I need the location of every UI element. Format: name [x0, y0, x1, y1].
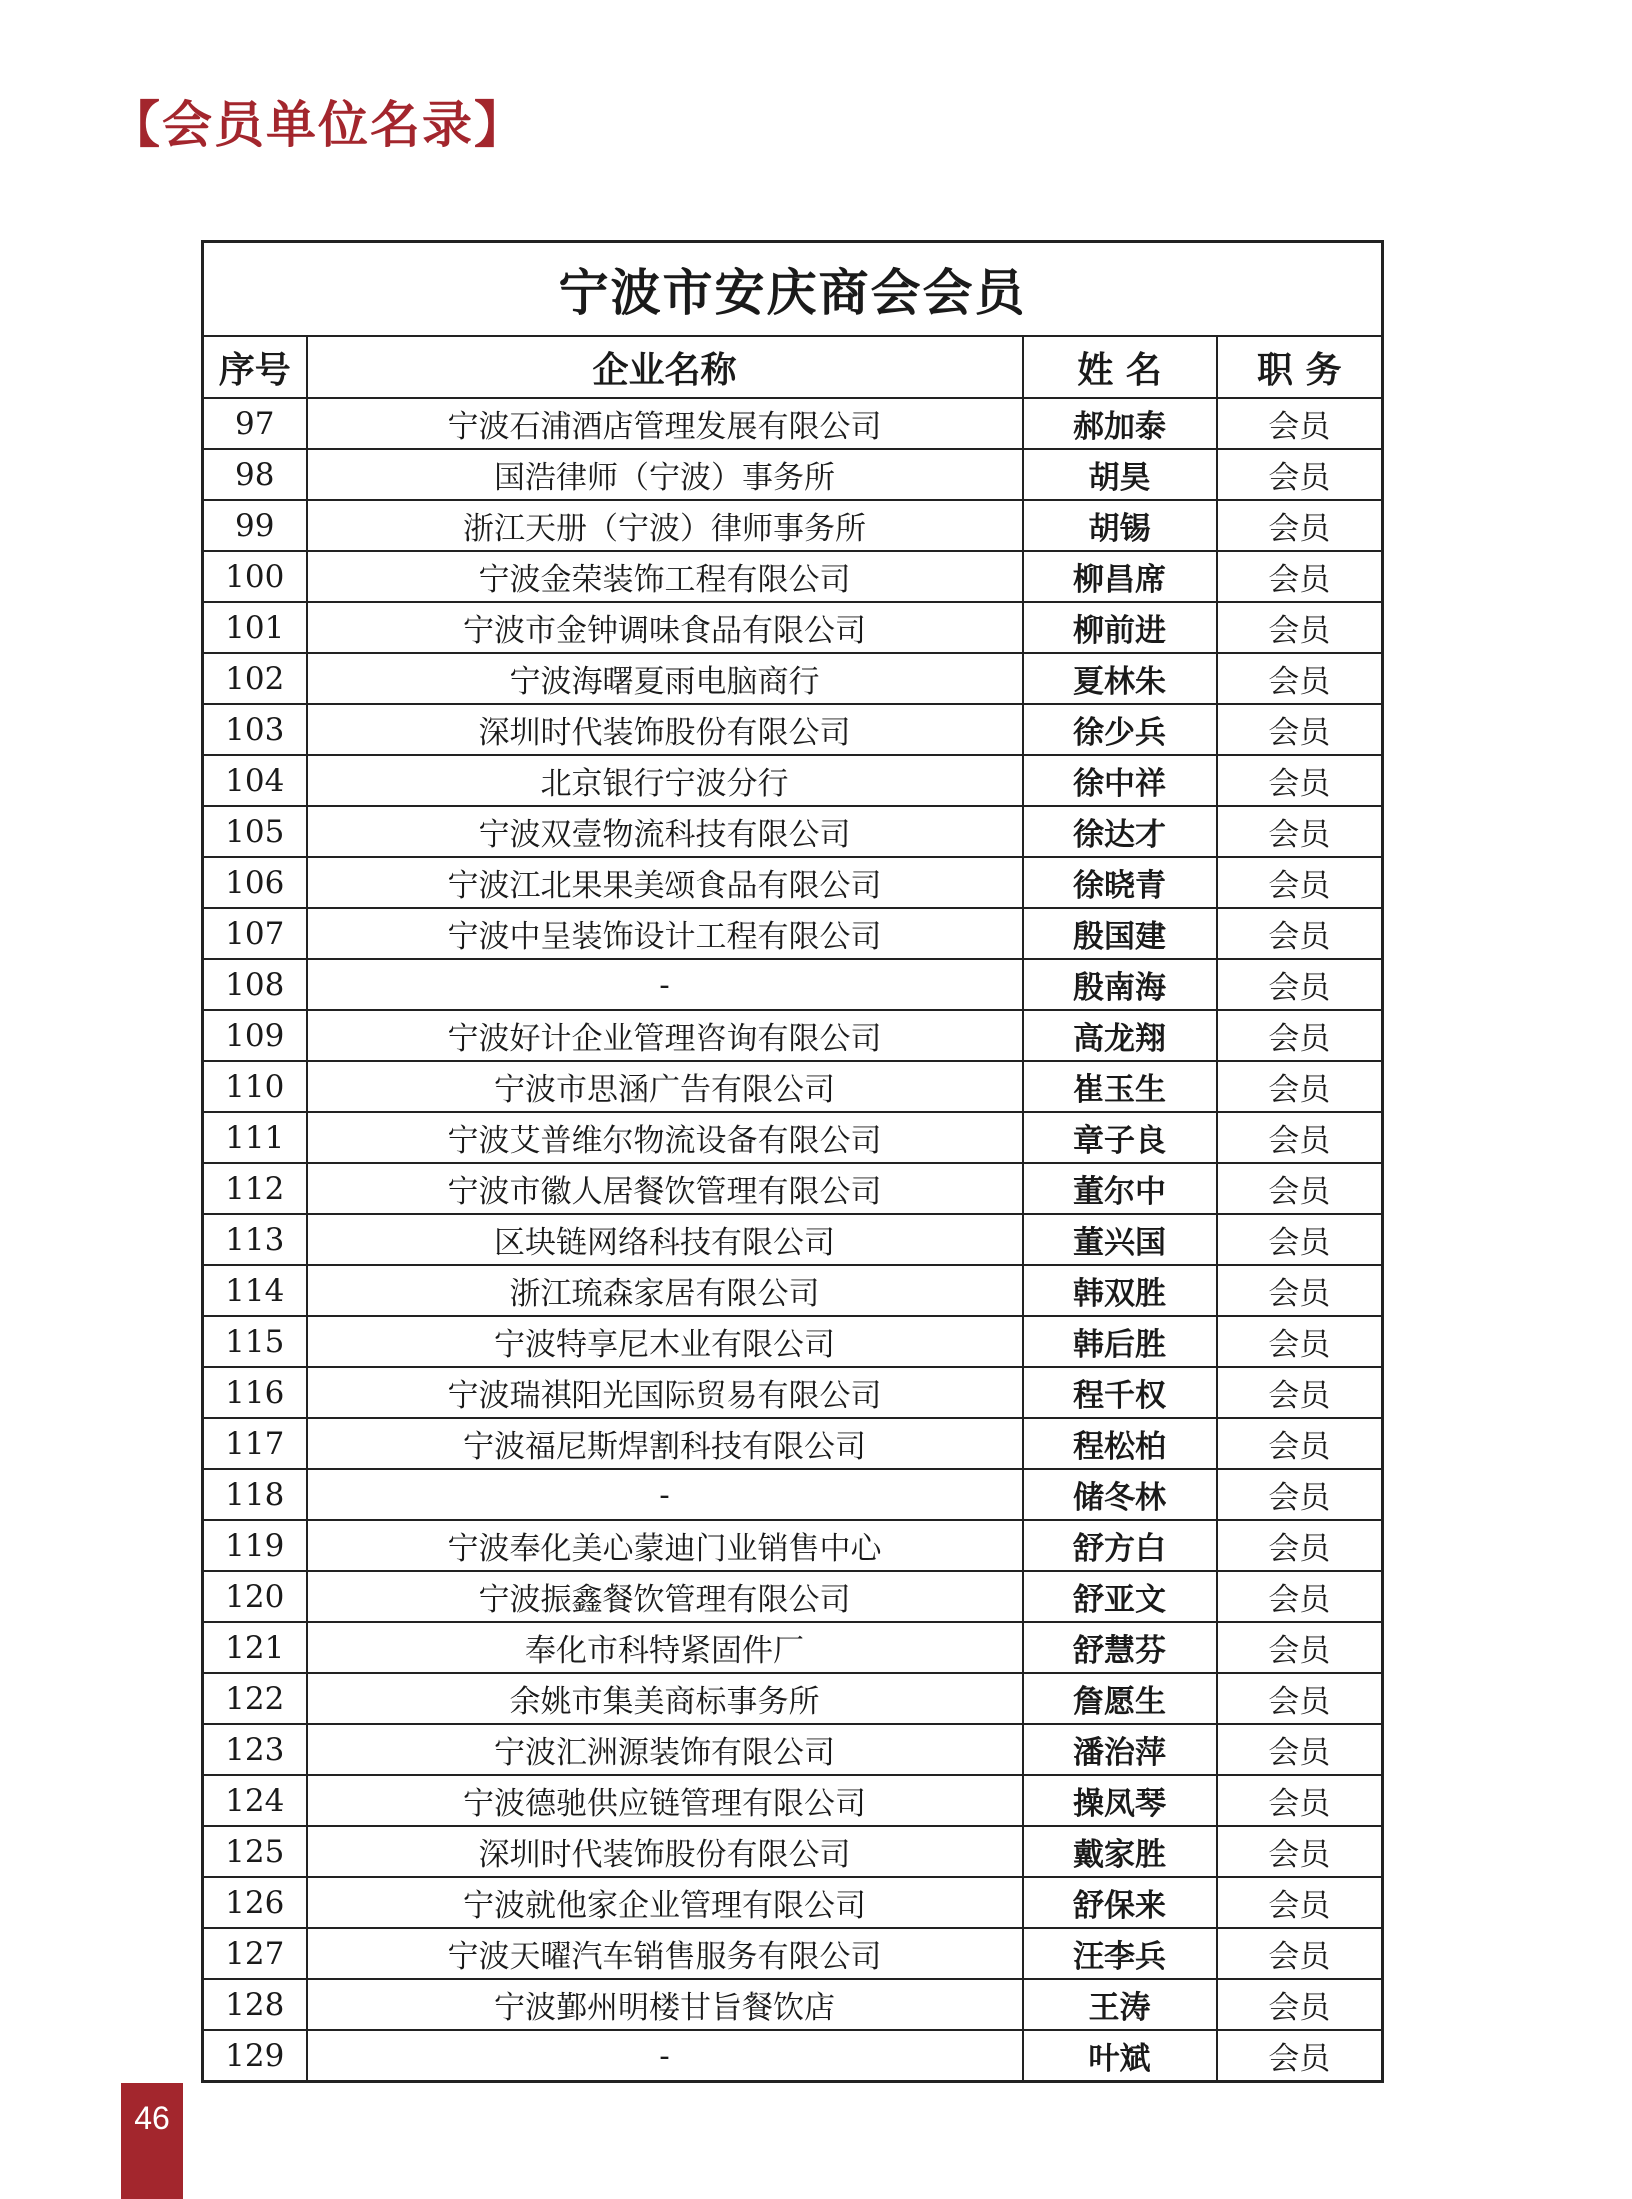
- table-row: [203, 1316, 1383, 1367]
- table-row: [203, 1265, 1383, 1316]
- row-name: 章子良: [1023, 1112, 1217, 1163]
- row-name: 汪李兵: [1023, 1928, 1217, 1979]
- row-index: 107: [203, 908, 307, 959]
- row-index: 104: [203, 755, 307, 806]
- row-name: 郝加泰: [1023, 398, 1217, 449]
- row-company: 宁波金荣装饰工程有限公司: [307, 551, 1023, 602]
- row-name: 程千权: [1023, 1367, 1217, 1418]
- table-row: [203, 1163, 1383, 1214]
- table-row: [203, 500, 1383, 551]
- row-name: 徐晓青: [1023, 857, 1217, 908]
- row-company: -: [307, 2030, 1023, 2082]
- table-caption-row: [203, 242, 1383, 337]
- table-caption: 宁波市安庆商会会员: [203, 242, 1383, 337]
- row-position: 会员: [1217, 704, 1383, 755]
- row-index: 119: [203, 1520, 307, 1571]
- row-name: 舒方白: [1023, 1520, 1217, 1571]
- table-row: [203, 1214, 1383, 1265]
- row-index: 109: [203, 1010, 307, 1061]
- row-position: 会员: [1217, 1265, 1383, 1316]
- table-row: [203, 806, 1383, 857]
- row-company: 宁波海曙夏雨电脑商行: [307, 653, 1023, 704]
- column-header-name: 姓 名: [1023, 336, 1217, 398]
- row-name: 储冬林: [1023, 1469, 1217, 1520]
- table-row: [203, 2030, 1383, 2082]
- row-index: 117: [203, 1418, 307, 1469]
- row-company: 宁波振鑫餐饮管理有限公司: [307, 1571, 1023, 1622]
- row-company: 深圳时代装饰股份有限公司: [307, 704, 1023, 755]
- row-company: 宁波汇洲源装饰有限公司: [307, 1724, 1023, 1775]
- row-index: 105: [203, 806, 307, 857]
- row-position: 会员: [1217, 1673, 1383, 1724]
- row-name: 董尔中: [1023, 1163, 1217, 1214]
- page-number: 46: [121, 2083, 183, 2199]
- row-index: 124: [203, 1775, 307, 1826]
- row-company: 宁波瑞祺阳光国际贸易有限公司: [307, 1367, 1023, 1418]
- row-name: 殷国建: [1023, 908, 1217, 959]
- row-position: 会员: [1217, 1316, 1383, 1367]
- row-company: 宁波中呈装饰设计工程有限公司: [307, 908, 1023, 959]
- row-index: 128: [203, 1979, 307, 2030]
- table-row: [203, 1724, 1383, 1775]
- row-index: 116: [203, 1367, 307, 1418]
- row-company: 区块链网络科技有限公司: [307, 1214, 1023, 1265]
- row-position: 会员: [1217, 857, 1383, 908]
- row-index: 113: [203, 1214, 307, 1265]
- row-name: 王涛: [1023, 1979, 1217, 2030]
- row-position: 会员: [1217, 959, 1383, 1010]
- table-row: [203, 449, 1383, 500]
- row-company: 余姚市集美商标事务所: [307, 1673, 1023, 1724]
- row-position: 会员: [1217, 1010, 1383, 1061]
- table-row: [203, 1010, 1383, 1061]
- row-name: 韩双胜: [1023, 1265, 1217, 1316]
- row-name: 詹愿生: [1023, 1673, 1217, 1724]
- row-company: 宁波就他家企业管理有限公司: [307, 1877, 1023, 1928]
- row-index: 127: [203, 1928, 307, 1979]
- row-index: 98: [203, 449, 307, 500]
- row-position: 会员: [1217, 1061, 1383, 1112]
- row-name: 韩后胜: [1023, 1316, 1217, 1367]
- row-position: 会员: [1217, 1214, 1383, 1265]
- row-position: 会员: [1217, 653, 1383, 704]
- row-position: 会员: [1217, 1571, 1383, 1622]
- row-index: 115: [203, 1316, 307, 1367]
- row-index: 97: [203, 398, 307, 449]
- row-name: 戴家胜: [1023, 1826, 1217, 1877]
- row-company: 奉化市科特紧固件厂: [307, 1622, 1023, 1673]
- row-name: 潘治萍: [1023, 1724, 1217, 1775]
- table-row: [203, 1469, 1383, 1520]
- row-company: 宁波奉化美心蒙迪门业销售中心: [307, 1520, 1023, 1571]
- row-company: 浙江琉森家居有限公司: [307, 1265, 1023, 1316]
- row-company: 宁波福尼斯焊割科技有限公司: [307, 1418, 1023, 1469]
- section-title: 【会员单位名录】: [110, 96, 526, 154]
- row-name: 夏林朱: [1023, 653, 1217, 704]
- row-name: 操凤琴: [1023, 1775, 1217, 1826]
- row-position: 会员: [1217, 1928, 1383, 1979]
- row-name: 殷南海: [1023, 959, 1217, 1010]
- table-row: [203, 602, 1383, 653]
- table-row: [203, 1673, 1383, 1724]
- row-name: 徐中祥: [1023, 755, 1217, 806]
- row-company: -: [307, 959, 1023, 1010]
- row-index: 101: [203, 602, 307, 653]
- table-row: [203, 551, 1383, 602]
- row-company: 宁波双壹物流科技有限公司: [307, 806, 1023, 857]
- row-position: 会员: [1217, 1724, 1383, 1775]
- row-name: 舒保来: [1023, 1877, 1217, 1928]
- row-name: 徐少兵: [1023, 704, 1217, 755]
- row-position: 会员: [1217, 1418, 1383, 1469]
- row-index: 118: [203, 1469, 307, 1520]
- row-index: 102: [203, 653, 307, 704]
- row-company: 宁波市徽人居餐饮管理有限公司: [307, 1163, 1023, 1214]
- row-company: 宁波特享尼木业有限公司: [307, 1316, 1023, 1367]
- table-row: [203, 959, 1383, 1010]
- row-name: 程松柏: [1023, 1418, 1217, 1469]
- row-index: 111: [203, 1112, 307, 1163]
- table-row: [203, 1061, 1383, 1112]
- row-position: 会员: [1217, 1826, 1383, 1877]
- row-company: 深圳时代装饰股份有限公司: [307, 1826, 1023, 1877]
- table-row: [203, 1622, 1383, 1673]
- row-company: 宁波天曜汽车销售服务有限公司: [307, 1928, 1023, 1979]
- row-position: 会员: [1217, 1622, 1383, 1673]
- row-index: 112: [203, 1163, 307, 1214]
- table-row: [203, 398, 1383, 449]
- table-row: [203, 704, 1383, 755]
- row-index: 110: [203, 1061, 307, 1112]
- row-position: 会员: [1217, 1775, 1383, 1826]
- row-company: 宁波江北果果美颂食品有限公司: [307, 857, 1023, 908]
- row-name: 叶斌: [1023, 2030, 1217, 2082]
- row-index: 125: [203, 1826, 307, 1877]
- row-index: 106: [203, 857, 307, 908]
- table-row: [203, 1418, 1383, 1469]
- row-company: 浙江天册（宁波）律师事务所: [307, 500, 1023, 551]
- row-index: 103: [203, 704, 307, 755]
- row-position: 会员: [1217, 1979, 1383, 2030]
- table-row: [203, 1520, 1383, 1571]
- row-index: 129: [203, 2030, 307, 2082]
- row-company: -: [307, 1469, 1023, 1520]
- row-company: 宁波德驰供应链管理有限公司: [307, 1775, 1023, 1826]
- row-index: 120: [203, 1571, 307, 1622]
- row-position: 会员: [1217, 755, 1383, 806]
- table-body: [203, 398, 1383, 2082]
- table-row: [203, 653, 1383, 704]
- row-name: 高龙翔: [1023, 1010, 1217, 1061]
- table-row: [203, 908, 1383, 959]
- row-name: 董兴国: [1023, 1214, 1217, 1265]
- row-position: 会员: [1217, 1163, 1383, 1214]
- row-position: 会员: [1217, 1877, 1383, 1928]
- table-row: [203, 1877, 1383, 1928]
- row-index: 121: [203, 1622, 307, 1673]
- row-position: 会员: [1217, 449, 1383, 500]
- row-position: 会员: [1217, 1367, 1383, 1418]
- row-company: 宁波鄞州明楼甘旨餐饮店: [307, 1979, 1023, 2030]
- row-index: 122: [203, 1673, 307, 1724]
- row-name: 舒亚文: [1023, 1571, 1217, 1622]
- column-header-company: 企业名称: [307, 336, 1023, 398]
- row-company: 北京银行宁波分行: [307, 755, 1023, 806]
- row-name: 柳昌席: [1023, 551, 1217, 602]
- row-index: 99: [203, 500, 307, 551]
- row-name: 胡昊: [1023, 449, 1217, 500]
- row-position: 会员: [1217, 500, 1383, 551]
- table-row: [203, 1775, 1383, 1826]
- row-name: 崔玉生: [1023, 1061, 1217, 1112]
- table-row: [203, 1826, 1383, 1877]
- member-table: [201, 240, 1384, 2083]
- table-row: [203, 755, 1383, 806]
- row-index: 100: [203, 551, 307, 602]
- table-row: [203, 857, 1383, 908]
- row-company: 宁波市金钟调味食品有限公司: [307, 602, 1023, 653]
- row-name: 柳前进: [1023, 602, 1217, 653]
- row-position: 会员: [1217, 2030, 1383, 2082]
- table-header-row: [203, 336, 1383, 398]
- row-index: 108: [203, 959, 307, 1010]
- row-name: 舒慧芬: [1023, 1622, 1217, 1673]
- table-row: [203, 1112, 1383, 1163]
- table-row: [203, 1571, 1383, 1622]
- row-company: 宁波市思涵广告有限公司: [307, 1061, 1023, 1112]
- row-index: 123: [203, 1724, 307, 1775]
- row-position: 会员: [1217, 602, 1383, 653]
- row-name: 徐达才: [1023, 806, 1217, 857]
- column-header-position: 职 务: [1217, 336, 1383, 398]
- row-position: 会员: [1217, 1469, 1383, 1520]
- row-position: 会员: [1217, 908, 1383, 959]
- row-position: 会员: [1217, 1520, 1383, 1571]
- row-position: 会员: [1217, 806, 1383, 857]
- table-row: [203, 1928, 1383, 1979]
- row-name: 胡锡: [1023, 500, 1217, 551]
- row-company: 宁波石浦酒店管理发展有限公司: [307, 398, 1023, 449]
- row-company: 宁波艾普维尔物流设备有限公司: [307, 1112, 1023, 1163]
- row-position: 会员: [1217, 398, 1383, 449]
- row-position: 会员: [1217, 1112, 1383, 1163]
- row-index: 114: [203, 1265, 307, 1316]
- row-index: 126: [203, 1877, 307, 1928]
- row-company: 国浩律师（宁波）事务所: [307, 449, 1023, 500]
- table-row: [203, 1979, 1383, 2030]
- column-header-index: 序号: [203, 336, 307, 398]
- table-row: [203, 1367, 1383, 1418]
- row-company: 宁波好计企业管理咨询有限公司: [307, 1010, 1023, 1061]
- row-position: 会员: [1217, 551, 1383, 602]
